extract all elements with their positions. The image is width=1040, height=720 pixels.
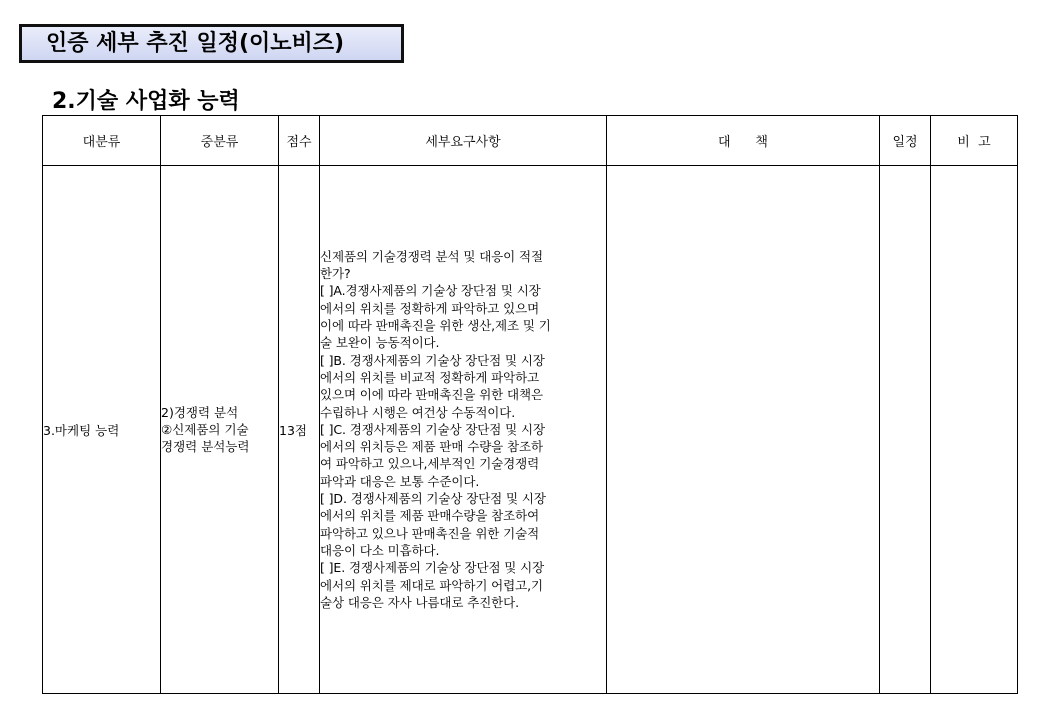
score-cell: 13점: [279, 166, 320, 694]
column-header-middle: 중분류: [161, 116, 279, 166]
major-category-cell: 3.마케팅 능력: [43, 166, 161, 694]
middle-category-cell: 2)경쟁력 분석 ②신제품의 기술 경쟁력 분석능력: [161, 166, 279, 694]
schedule-cell: [880, 166, 931, 694]
column-header-score: 점수: [279, 116, 320, 166]
column-header-remarks: 비 고: [931, 116, 1018, 166]
measure-cell: [607, 166, 880, 694]
column-header-measure: 대 책: [607, 116, 880, 166]
section-subtitle: 2.기술 사업화 능력: [52, 89, 240, 114]
table-header-row: [43, 116, 1018, 166]
schedule-table: [42, 115, 1018, 694]
requirement-cell: 신제품의 기술경쟁력 분석 및 대응이 적절 한가? [ ]A.경쟁사제품의 기술상 장단점 및 시장 에서의 위치를 정확하게 파악하고 있으며 이에 따라 판매촉진을 위한 생산,제조 및 기 술 보완이 능동적이다. [ ]B. 경쟁사제품의 기술상 장단점 및 시장 에서의 위치를 비교적 정확하게 파악하고 있으며 이에 따라 판매촉진을 위한 대책은 수립하나 시행은 여건상 수동적이다. [ ]C. 경쟁사제품의 기술상 장단점 및 시장 에서의 위치등은 제품 판매 수량을 참조하 여 파악하고 있으나,세부적인 기술경쟁력 파악과 대응은 보통 수준이다. [ ]D. 경쟁사제품의 기술상 장단점 및 시장 에서의 위치를 제품 판매수량을 참조하여 파악하고 있으나 판매촉진을 위한 기술적 대응이 다소 미흡하다. [ ]E. 경쟁사제품의 기술상 장단점 및 시장 에서의 위치를 제대로 파악하기 어렵고,기 술상 대응은 자사 나름대로 추진한다.: [320, 166, 607, 694]
column-header-requirement: 세부요구사항: [320, 116, 607, 166]
document-title: 인증 세부 추진 일정(이노비즈): [19, 24, 404, 63]
table-row: [43, 166, 1018, 694]
remarks-cell: [931, 166, 1018, 694]
column-header-schedule: 일정: [880, 116, 931, 166]
column-header-major: 대분류: [43, 116, 161, 166]
